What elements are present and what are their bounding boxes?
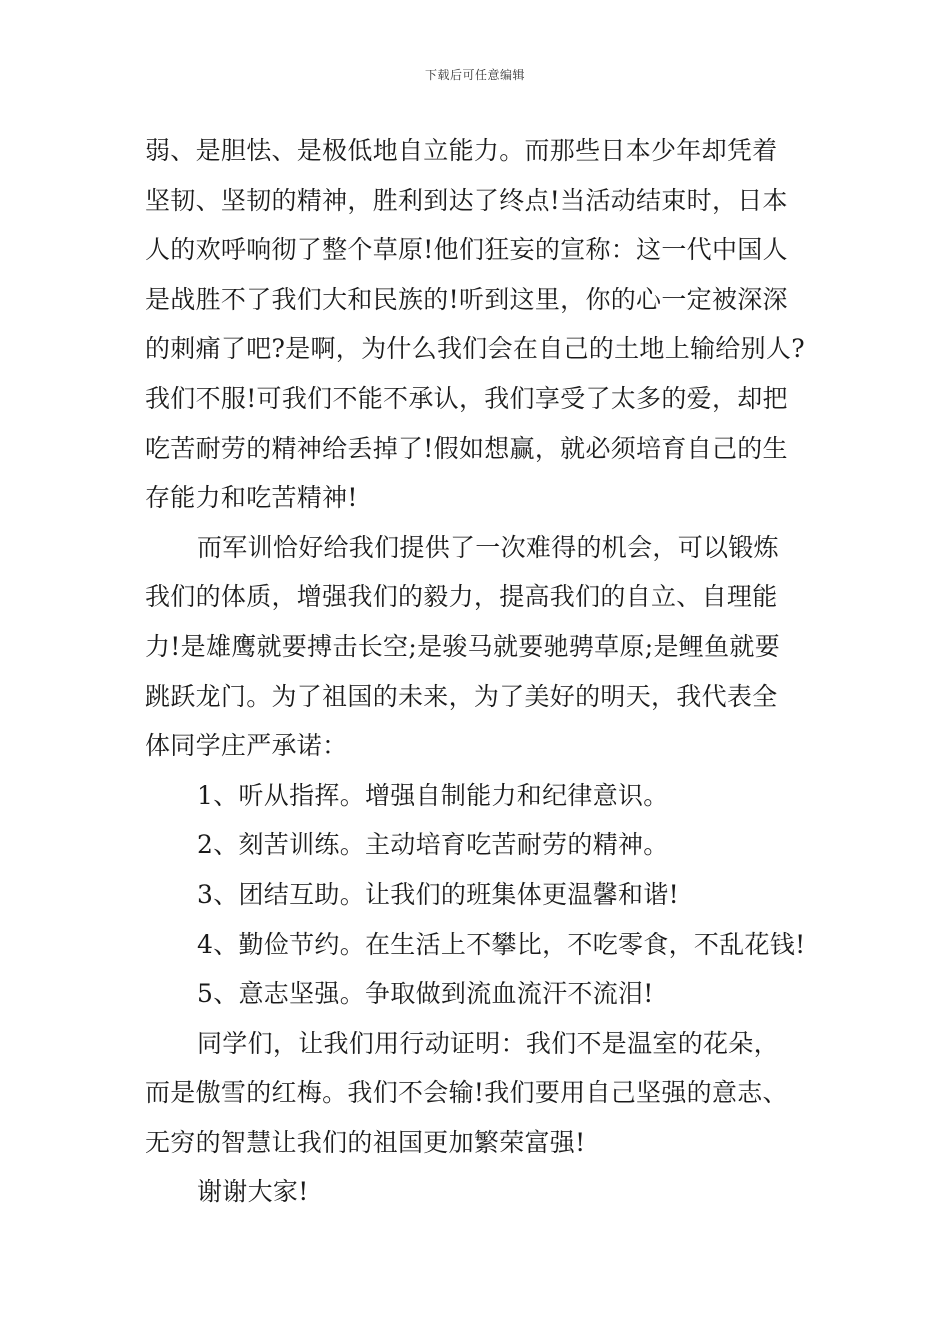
closing-line: 谢谢大家! <box>197 1177 309 1207</box>
text-line: 体同学庄严承诺： <box>145 731 348 761</box>
text-line: 同学们，让我们用行动证明：我们不是温室的花朵， <box>197 1028 779 1058</box>
promise-item: 5、意志坚强。争取做到流血流汗不流泪! <box>197 979 654 1009</box>
text-line: 人的欢呼响彻了整个草原!他们狂妄的宣称：这一代中国人 <box>145 235 788 265</box>
text-line: 吃苦耐劳的精神给丢掉了!假如想赢，就必须培育自己的生 <box>145 433 788 463</box>
paragraph-2 <box>145 523 835 771</box>
text-line: 我们的体质，增强我们的毅力，提高我们的自立、自理能 <box>145 582 778 612</box>
text-line: 坚韧、坚韧的精神，胜利到达了终点!当活动结束时，日本 <box>145 185 788 215</box>
text-line: 而军训恰好给我们提供了一次难得的机会，可以锻炼 <box>197 532 779 562</box>
promise-list <box>145 771 835 1019</box>
text-line: 我们不服!可我们不能不承认，我们享受了太多的爱，却把 <box>145 383 788 413</box>
text-line: 无穷的智慧让我们的祖国更加繁荣富强! <box>145 1127 586 1157</box>
text-line: 而是傲雪的红梅。我们不会输!我们要用自己坚强的意志、 <box>145 1078 788 1108</box>
text-line: 存能力和吃苦精神! <box>145 483 358 513</box>
promise-item: 4、勤俭节约。在生活上不攀比，不吃零食，不乱花钱! <box>197 929 806 959</box>
text-line: 的刺痛了吧?是啊，为什么我们会在自己的土地上输给别人? <box>145 334 805 364</box>
promise-item: 3、团结互助。让我们的班集体更温馨和谐! <box>197 879 679 909</box>
paragraph-1 <box>145 126 835 523</box>
paragraph-3 <box>145 1019 835 1168</box>
promise-item: 1、听从指挥。增强自制能力和纪律意识。 <box>197 780 669 810</box>
text-line: 力!是雄鹰就要搏击长空;是骏马就要驰骋草原;是鲤鱼就要 <box>145 631 780 661</box>
text-line: 弱、是胆怯、是极低地自立能力。而那些日本少年却凭着 <box>145 136 778 165</box>
promise-item: 2、刻苦训练。主动培育吃苦耐劳的精神。 <box>197 830 669 860</box>
text-line: 跳跃龙门。为了祖国的未来，为了美好的明天，我代表全 <box>145 681 778 711</box>
document-body <box>145 126 835 1217</box>
page-header: 下载后可任意编辑 <box>424 68 525 82</box>
text-line: 是战胜不了我们大和民族的!听到这里，你的心一定被深深 <box>145 284 788 314</box>
